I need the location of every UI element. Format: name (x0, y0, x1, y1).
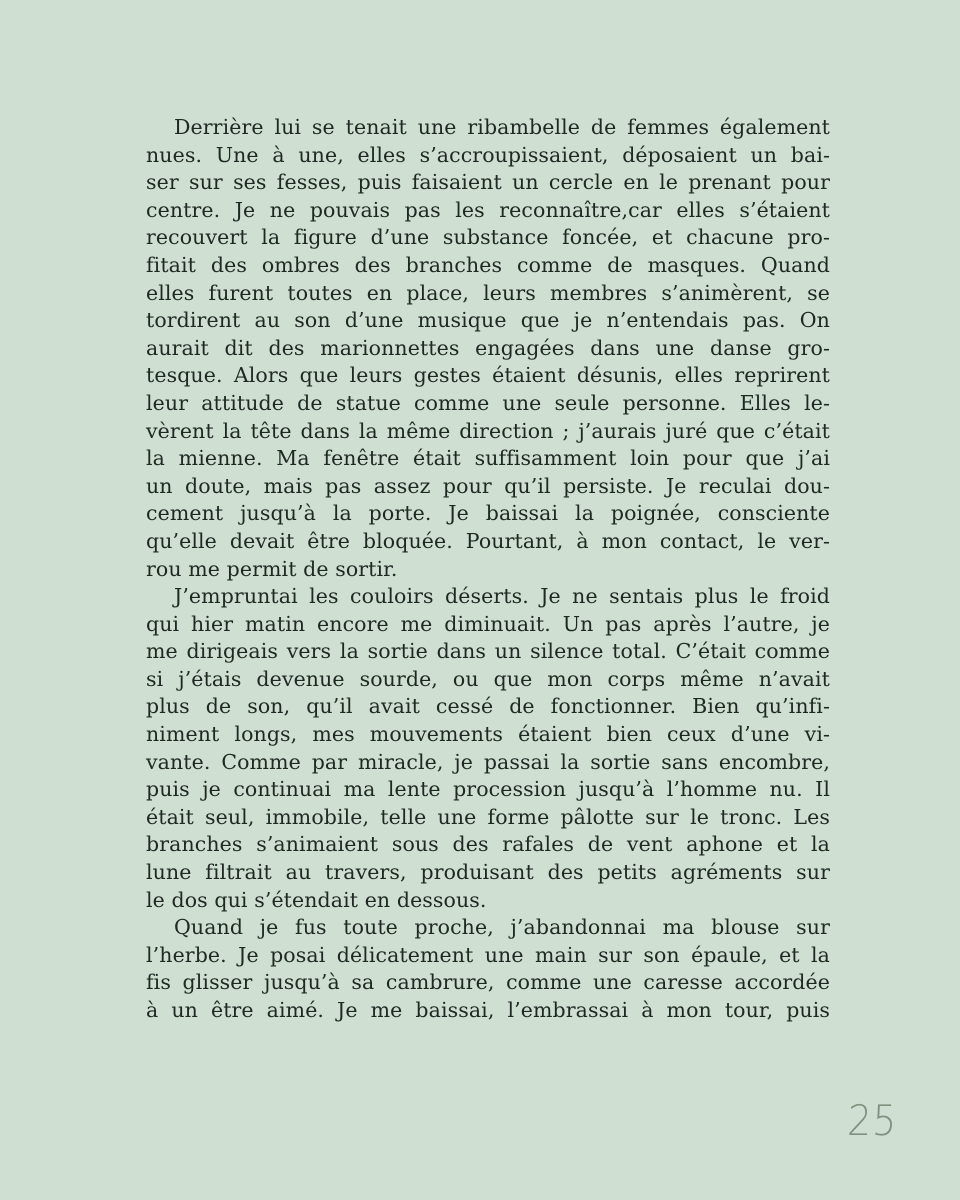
text-line: centre. Je ne pouvais pas les reconnaître,car elles s’étaient (146, 197, 830, 222)
text-line: elles furent toutes en place, leurs membres s’animèrent, se (146, 280, 830, 305)
text-line: était seul, immobile, telle une forme pâlotte sur le tronc. Les (146, 804, 830, 829)
text-line: niment longs, mes mouvements étaient bien ceux d’une vi- (146, 722, 830, 747)
text-line: branches s’animaient sous des rafales de vent aphone et la (146, 832, 830, 857)
text-line: recouvert la figure d’une substance foncée, et chacune pro- (146, 225, 830, 250)
text-line: fitait des ombres des branches comme de masques. Quand (146, 252, 830, 277)
text-line: si j’étais devenue sourde, ou que mon corps même n’avait (146, 666, 830, 691)
text-line: leur attitude de statue comme une seule personne. Elles le- (146, 390, 830, 415)
text-line: vèrent la tête dans la même direction ; j’aurais juré que c’était (146, 418, 830, 443)
text-line: qu’elle devait être bloquée. Pourtant, à mon contact, le ver- (146, 528, 830, 553)
text-line: fis glisser jusqu’à sa cambrure, comme une caresse accordée (146, 970, 830, 995)
text-line: me dirigeais vers la sortie dans un silence total. C’était comme (146, 639, 830, 664)
text-line: l’herbe. Je posai délicatement une main sur son épaule, et la (146, 942, 830, 967)
text-line: un doute, mais pas assez pour qu’il persiste. Je reculai dou- (146, 473, 830, 498)
text-line: puis je continuai ma lente procession jusqu’à l’homme nu. Il (146, 777, 830, 802)
text-line: vante. Comme par miracle, je passai la sortie sans encombre, (146, 749, 830, 774)
text-line: la mienne. Ma fenêtre était suffisamment loin pour que j’ai (146, 446, 830, 471)
text-line: plus de son, qu’il avait cessé de fonctionner. Bien qu’infi- (146, 694, 830, 719)
text-line: Derrière lui se tenait une ribambelle de femmes également (174, 115, 830, 139)
page-number: 25 (845, 1096, 899, 1145)
text-line: nues. Une à une, elles s’accroupissaient, déposaient un bai- (146, 142, 830, 167)
text-line: Quand je fus toute proche, j’abandonnai ma blouse sur (174, 915, 830, 940)
text-line: aurait dit des marionnettes engagées dans une danse gro- (146, 335, 830, 360)
text-line: tordirent au son d’une musique que je n’entendais pas. On (146, 308, 830, 333)
text-line: lune filtrait au travers, produisant des petits agréments sur (146, 860, 830, 885)
text-block (146, 114, 830, 1025)
text-line: ser sur ses fesses, puis faisaient un cercle en le prenant pour (146, 170, 830, 195)
text-line: cement jusqu’à la porte. Je baissai la poignée, consciente (146, 501, 830, 526)
text-line: qui hier matin encore me diminuait. Un pas après l’autre, je (146, 611, 830, 636)
text-line: à un être aimé. Je me baissai, l’embrassai à mon tour, puis (146, 998, 830, 1022)
text-line: tesque. Alors que leurs gestes étaient désunis, elles reprirent (146, 363, 830, 388)
text-line: le dos qui s’étendait en dessous. (146, 887, 487, 912)
text-line: J’empruntai les couloirs déserts. Je ne sentais plus le froid (174, 584, 830, 609)
text-line: rou me permit de sortir. (146, 556, 398, 581)
